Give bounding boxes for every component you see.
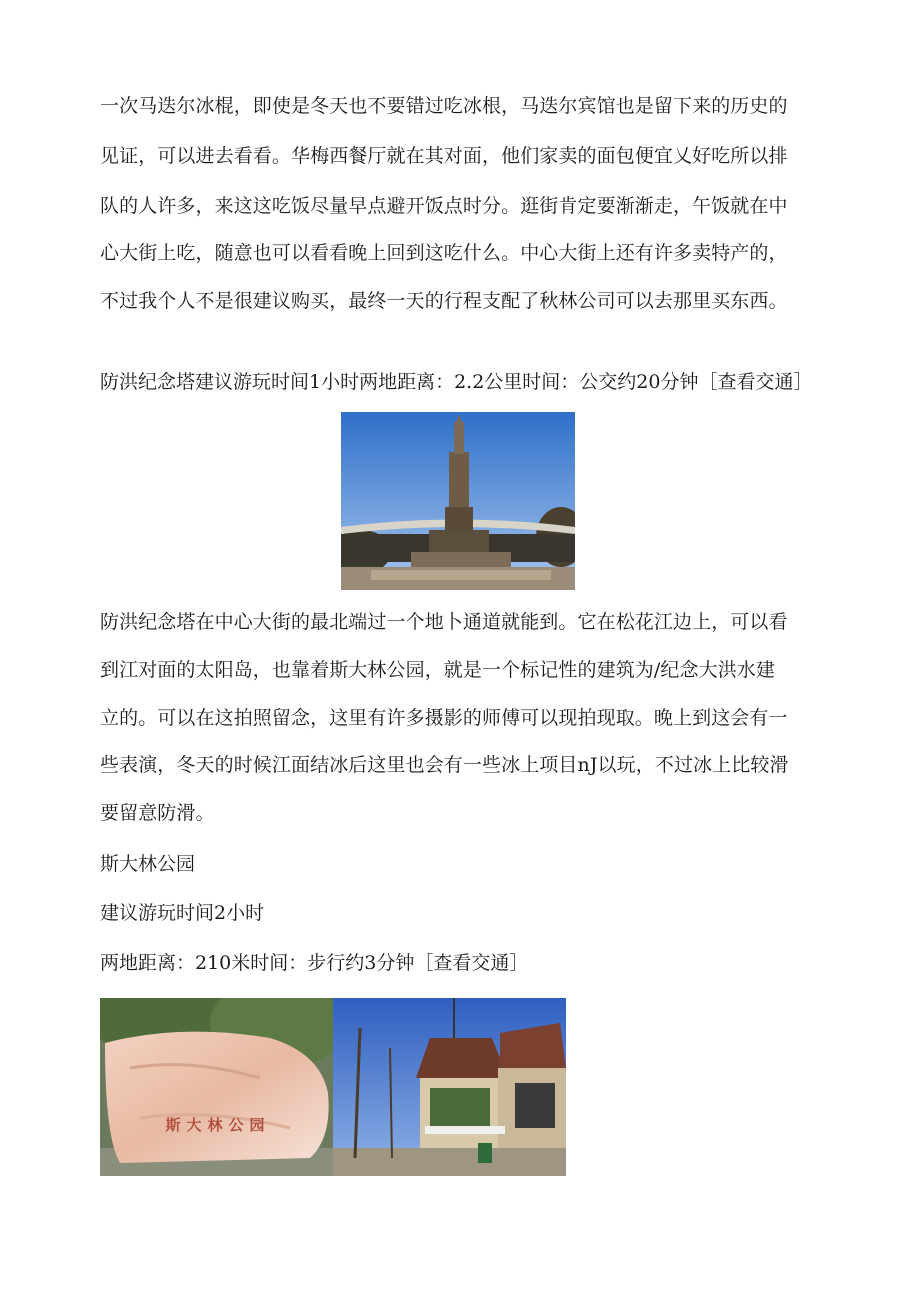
paragraph-line: 心大街上吃，随意也可以看看晚上回到这吃什么。中心大街上还有许多卖特产的，: [100, 242, 788, 264]
stalin-park-distance: 两地距离：210米时间：步行约3分钟［查看交通］: [100, 952, 529, 974]
stone-inscription: 斯大林公园: [165, 1116, 271, 1134]
paragraph-line: 到江对面的太阳岛，也靠着斯大林公园，就是一个标记性的建筑为/纪念大洪水建: [100, 659, 776, 681]
paragraph-line: 防洪纪念塔在中心大街的最北端过一个地卜通道就能到。它在松花江边上，可以看: [100, 611, 788, 633]
paragraph-line: 见证，可以进去看看。华梅西餐厅就在其对面，他们家卖的面包便宜乂好吃所以排: [100, 145, 788, 167]
paragraph-line: 些表演，冬天的时候江面结冰后这里也会有一些冰上项目nJ以玩，不过冰上比较滑: [100, 754, 789, 776]
paragraph-line: 一次马迭尔冰棍，即使是冬天也不要错过吃冰根，马迭尔宾馆也是留下来的历史的: [100, 95, 788, 117]
stalin-park-duration: 建议游玩时间2小时: [100, 902, 265, 924]
flood-memorial-photo: [341, 412, 575, 590]
flood-memorial-heading: 防洪纪念塔建议游玩时间1小时两地距离：2.2公里时间：公交约20分钟［查看交通］: [100, 371, 813, 393]
paragraph-line: 要留意防滑。: [100, 802, 215, 824]
stalin-park-photo: [100, 998, 566, 1176]
stalin-park-title: 斯大林公园: [100, 853, 196, 875]
paragraph-line: 队的人许多，来这这吃饭尽量早点避开饭点时分。逛街肯定要渐渐走，午饭就在中: [100, 195, 788, 217]
paragraph-line: 不过我个人不是很建议购买，最终一天的行程支配了秋林公司可以去那里买东西。: [100, 290, 788, 312]
paragraph-line: 立的。可以在这拍照留念，这里有许多摄影的师傅可以现拍现取。晚上到这会有一: [100, 707, 788, 729]
